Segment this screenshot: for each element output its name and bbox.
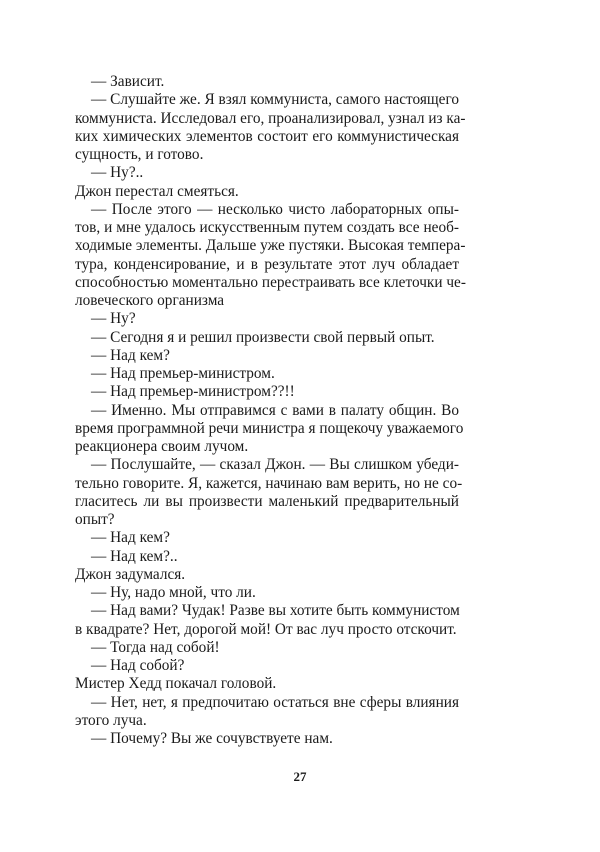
text-line: — Сегодня я и решил произвести свой первый опыт. (91, 328, 435, 346)
text-line: — Ну?.. (91, 164, 144, 182)
text-line: Мистер Хедд покачал головой. (75, 675, 277, 693)
text-line: — Ну, надо мной, что ли. (91, 584, 256, 601)
text-line: опыт? (75, 511, 115, 528)
text-line: — Над вами? Чудак! Разве вы хотите быть коммунистом (91, 602, 460, 620)
text-line: способностью моментально перестраивать все клеточки че- (75, 273, 466, 291)
text-line: — Над кем? (91, 529, 170, 547)
text-line: — Над собой? (91, 657, 185, 674)
page-number: 27 (293, 769, 307, 784)
text-line: — Зависит. (91, 73, 165, 90)
text-line: в квадрате? Нет, дорогой мой! От вас луч просто отскочит. (75, 620, 457, 638)
text-line: Джон перестал смеяться. (75, 182, 239, 200)
text-line: — Ну? (91, 310, 136, 328)
text-line: этого луча. (75, 711, 147, 729)
text-line: — Над кем? (91, 346, 170, 364)
text-line: — Почему? Вы же сочувствуете нам. (91, 730, 333, 747)
text-line: — Тогда над собой! (91, 638, 220, 656)
text-line: ходимые элементы. Дальше уже пустяки. Высокая темпера- (75, 237, 466, 255)
text-line: — Над премьер-министром. (91, 365, 275, 382)
text-line: время программной речи министра я пощекочу уважаемого (75, 419, 464, 437)
text-line: ловеческого организма (75, 292, 225, 309)
text-line: — Над премьер-министром??!! (91, 383, 295, 401)
text-line: — Именно. Мы отправимся с вами в палату общин. Во (91, 401, 459, 419)
text-line: — После этого — несколько чисто лабораторных опы- (91, 200, 459, 218)
text-line: тов, и мне удалось искусственным путем создать все необ- (75, 219, 459, 236)
body-text (75, 73, 466, 748)
text-line: — Над кем?.. (91, 547, 178, 565)
text-line: тельно говорите. Я, кажется, начинаю вам верить, но не со- (75, 474, 463, 492)
text-line: — Послушайте, — сказал Джон. — Вы слишком убеди- (91, 456, 459, 474)
text-line: коммуниста. Исследовал его, проанализировал, узнал из ка- (75, 109, 466, 127)
text-line: реакционера своим лучом. (75, 438, 249, 455)
text-line: — Слушайте же. Я взял коммуниста, самого настоящего (91, 91, 459, 109)
text-line: ких химических элементов состоит его коммунистическая (75, 127, 459, 145)
text-line: сущность, и готово. (75, 146, 204, 163)
text-line: тура, конденсирование, и в результате этот луч обладает (75, 255, 459, 273)
text-line: — Нет, нет, я предпочитаю остаться вне сферы влияния (91, 693, 459, 711)
text-line: Джон задумался. (75, 565, 186, 583)
text-line: гласитесь ли вы произвести маленький предварительный (75, 492, 459, 510)
